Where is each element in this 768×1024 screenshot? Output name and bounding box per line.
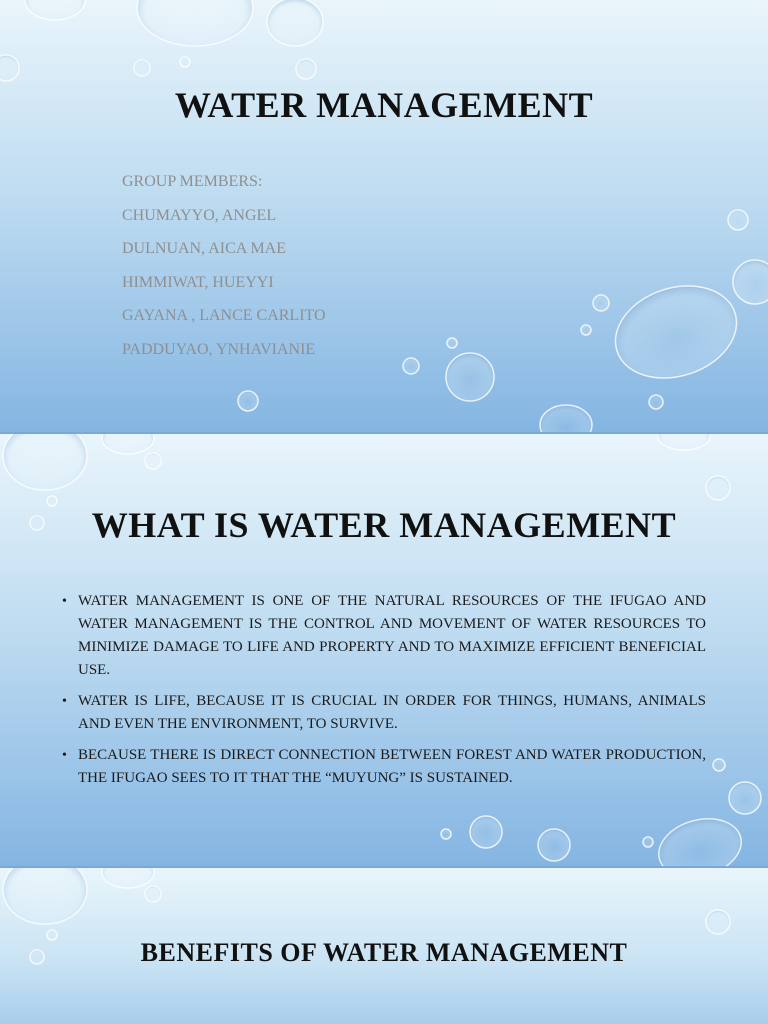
slide-heading: WHAT IS WATER MANAGEMENT <box>91 505 677 545</box>
water-drop <box>238 391 258 411</box>
water-drop <box>447 338 457 348</box>
water-drop <box>403 358 419 374</box>
water-drop <box>538 829 570 861</box>
water-drop <box>180 57 190 67</box>
water-drop <box>470 816 502 848</box>
water-drop <box>0 55 19 81</box>
water-drop <box>102 434 154 454</box>
water-drop <box>603 271 748 393</box>
water-drop <box>134 60 150 76</box>
water-drop <box>102 868 154 888</box>
water-drop <box>733 260 768 304</box>
bullet-text: WATER IS LIFE, BECAUSE IT IS CRUCIAL IN ORDER FOR THINGS, HUMANS, ANIMALS AND EVEN THE ENVIRONMENT, TO SURVIVE. <box>78 693 706 732</box>
water-drop <box>441 829 451 839</box>
water-drops-decoration <box>0 0 768 432</box>
member-name: PADDUYAO, YNHAVIANIE <box>122 340 316 358</box>
member-name: CHUMAYYO, ANGEL <box>122 206 277 224</box>
water-drop <box>728 210 748 230</box>
bullet-item <box>62 590 706 682</box>
water-drop <box>25 0 85 20</box>
bullet-marker: • <box>62 748 67 763</box>
water-drop <box>446 353 494 401</box>
water-drop <box>658 434 710 450</box>
group-members-label: GROUP MEMBERS: <box>122 173 263 190</box>
bullet-text: WATER MANAGEMENT IS ONE OF THE NATURAL RESOURCES OF THE IFUGAO AND WATER MANAGEMENT IS THE CONTROL AND MOVEMENT OF WATER RESOURCES TO MINIMIZE DAMAGE TO LIFE AND PROPERTY AND TO MAXIMIZE EFFICIENT BENEFICIAL USE. <box>78 593 706 678</box>
water-drop <box>137 0 253 46</box>
group-members-list <box>122 170 326 372</box>
slide-heading: BENEFITS OF WATER MANAGEMENT <box>140 938 628 967</box>
water-drop <box>649 395 663 409</box>
water-drop <box>145 453 161 469</box>
bullet-item <box>62 690 706 736</box>
slide-title-heading: WATER MANAGEMENT <box>174 85 594 125</box>
bullet-item <box>62 744 706 790</box>
slide-benefits <box>0 868 768 1024</box>
water-drop <box>267 0 323 46</box>
water-drop <box>706 910 730 934</box>
water-drop <box>593 295 609 311</box>
water-drop <box>706 476 730 500</box>
bullet-marker: • <box>62 694 67 709</box>
water-drop <box>540 405 592 432</box>
water-drop <box>145 886 161 902</box>
member-name: GAYANA , LANCE CARLITO <box>122 307 326 325</box>
member-name: DULNUAN, AICA MAE <box>122 240 286 258</box>
bullet-marker: • <box>62 594 67 609</box>
water-drop <box>643 837 653 847</box>
slide-title <box>0 0 768 432</box>
water-drop <box>581 325 591 335</box>
water-drop <box>713 759 725 771</box>
bullet-text: BECAUSE THERE IS DIRECT CONNECTION BETWEEN FOREST AND WATER PRODUCTION, THE IFUGAO SEES TO IT THAT THE “MUYUNG” IS SUSTAINED. <box>78 747 706 786</box>
water-drop <box>3 868 87 924</box>
water-drop <box>3 434 87 490</box>
water-drop <box>729 782 761 814</box>
member-name: HIMMIWAT, HUEYYI <box>122 273 274 291</box>
bullet-list <box>62 590 706 798</box>
water-drop <box>652 810 748 866</box>
water-drop <box>296 59 316 79</box>
slide-what-is <box>0 434 768 866</box>
